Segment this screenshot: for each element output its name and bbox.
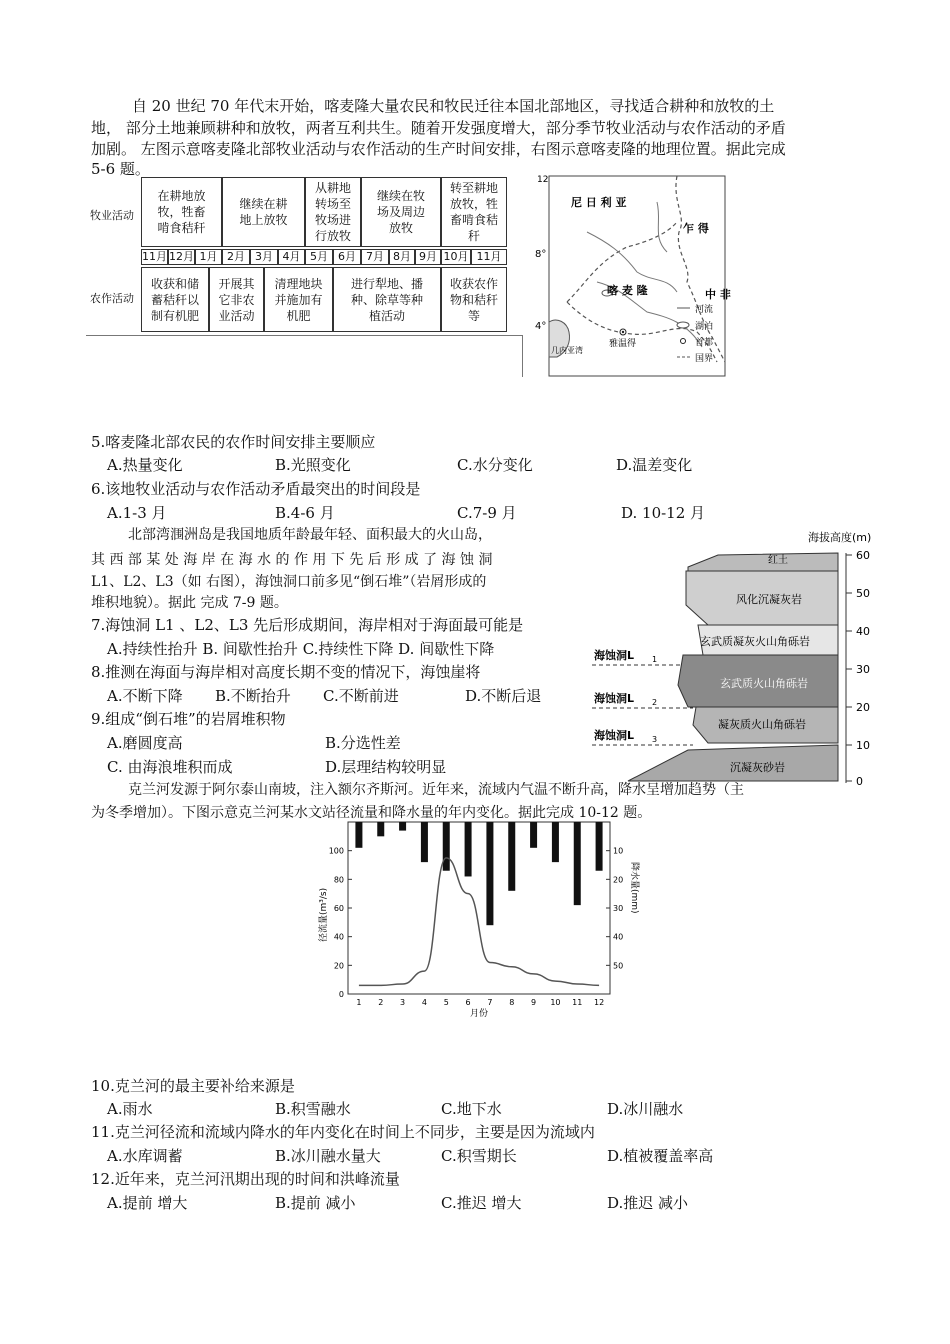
- q10-option-d[interactable]: D.冰川融水: [607, 1100, 684, 1118]
- legend-capital-symbol: [681, 339, 686, 344]
- profile-tick: 0: [856, 775, 863, 788]
- layer-label: 红土: [768, 555, 788, 566]
- q5-option-d[interactable]: D.温差变化: [616, 456, 693, 474]
- intro3-line1: 克兰河发源于阿尔泰山南坡，注入额尔齐斯河。近年来，流域内气温不断升高，降水呈增加趋势（主: [128, 782, 744, 798]
- q10-option-c[interactable]: C.地下水: [441, 1100, 502, 1118]
- intro1-line3: 加剧。 左图示意喀麦隆北部牧业活动与农作活动的生产时间安排，右图示意喀麦隆的地理位置。据此完成: [91, 140, 786, 158]
- x-tick-label: 8: [509, 998, 515, 1007]
- q6-option-b[interactable]: B.4-6 月: [275, 504, 335, 522]
- q12-option-b[interactable]: B.提前 减小: [275, 1194, 356, 1212]
- herding-cell: 继续在牧 场及周边 放牧: [361, 177, 441, 247]
- month-cell: 1月: [195, 249, 222, 265]
- x-tick-label: 11: [572, 998, 583, 1007]
- q11-option-b[interactable]: B.冰川融水量大: [275, 1147, 381, 1165]
- precip-bar: [355, 822, 362, 848]
- month-cell: 7月: [361, 249, 389, 265]
- layer-red-soil: [688, 553, 838, 571]
- farming-row-label: 农作活动: [90, 292, 134, 305]
- precip-bar: [574, 822, 581, 905]
- right-tick-label: 20: [613, 875, 624, 885]
- legend-border-label: 国界: [695, 354, 714, 364]
- precip-bar: [465, 822, 472, 876]
- cave-l2: [592, 691, 693, 708]
- left-tick-label: 0: [338, 990, 344, 999]
- layer-label: 沉凝灰砂岩: [730, 761, 785, 774]
- farming-cell: 进行犁地、播 种、除草等种 植活动: [333, 267, 441, 332]
- q5-stem: 5.喀麦隆北部农民的农作时间安排主要顺应: [91, 433, 376, 451]
- cave-subscript: 1: [652, 655, 658, 664]
- x-tick-label: 1: [356, 998, 362, 1007]
- month-cell: 5月: [305, 249, 333, 265]
- x-tick-label: 6: [465, 998, 471, 1007]
- q5-option-b[interactable]: B.光照变化: [275, 456, 351, 474]
- legend-capital-label: 首都: [695, 338, 714, 348]
- q12-option-d[interactable]: D.推迟 减小: [607, 1194, 689, 1212]
- farming-cell: 收获和储 蓄秸秆以 制有机肥: [141, 267, 209, 332]
- precip-bar: [596, 822, 603, 871]
- profile-tick: 40: [856, 625, 870, 638]
- herding-cell: 转至耕地 放牧，牲 畜啃食秸 秆: [441, 177, 507, 247]
- month-cell: 11月: [142, 250, 167, 263]
- q5-option-a[interactable]: A.热量变化: [107, 456, 183, 474]
- month-cell: 2月: [222, 249, 250, 265]
- precip-bar: [399, 822, 406, 831]
- car-label: 中 非: [705, 288, 731, 301]
- intro1-line1: 自 20 世纪 70 年代末开始，喀麦隆大量农民和牧民迁往本国北部地区，寻找适合耕种和放牧的土: [132, 97, 775, 115]
- gulf-label: 几内亚湾: [551, 346, 583, 355]
- x-tick-label: 4: [421, 998, 427, 1007]
- q8-stem: 8.推测在海面与海岸相对高度长期不变的情况下，海蚀崖将: [91, 663, 481, 681]
- month-cell: 12月: [169, 250, 194, 263]
- precip-bar: [552, 822, 559, 862]
- legend-lake-symbol: [677, 322, 689, 328]
- q10-stem: 10.克兰河的最主要补给来源是: [91, 1077, 295, 1095]
- capital-marker-dot: [622, 331, 624, 333]
- month-cell: 11月: [471, 249, 507, 265]
- intro1-line4: 5-6 题。: [91, 160, 150, 178]
- right-tick-label: 50: [613, 961, 624, 971]
- herding-row-label: 牧业活动: [90, 209, 134, 222]
- month-cell: 3月: [250, 249, 278, 265]
- legend-lake-label: 湖泊: [695, 322, 714, 332]
- q11-option-c[interactable]: C.积雪期长: [441, 1147, 517, 1165]
- profile-tick: 10: [856, 739, 870, 752]
- figure-rule: [86, 335, 522, 336]
- x-tick-label: 12: [593, 998, 605, 1007]
- cave-subscript: 3: [652, 735, 658, 744]
- intro2-line2: 其 西 部 某 处 海 岸 在 海 水 的 作 用 下 先 后 形 成 了 海 蚀 洞: [91, 552, 493, 568]
- q11-option-d[interactable]: D.植被覆盖率高: [607, 1147, 714, 1165]
- herding-cell: 从耕地 转场至 牧场进 行放牧: [305, 177, 361, 247]
- precip-bar: [377, 822, 384, 836]
- intro2-line1: 北部湾涠洲岛是我国地质年龄最年轻、面积最大的火山岛，: [128, 527, 492, 543]
- profile-tick: 60: [856, 549, 870, 562]
- precip-bar: [508, 822, 515, 891]
- month-cell: 4月: [278, 249, 305, 265]
- legend-river-label: 河流: [695, 305, 714, 315]
- layer-label: 玄武质凝灰火山角砾岩: [700, 635, 810, 648]
- capital-label: 雅温得: [609, 339, 637, 349]
- q7-stem: 7.海蚀洞 L1 、L2、L3 先后形成期间，海岸相对于海面最可能是: [91, 616, 524, 634]
- lat-label-4: 4°: [535, 321, 547, 332]
- month-cell: 8月: [389, 249, 415, 265]
- x-tick-label: 2: [378, 998, 384, 1007]
- left-tick-label: 60: [333, 904, 344, 913]
- x-tick-label: 10: [550, 998, 561, 1007]
- q9-option-c[interactable]: C. 由海浪堆积而成: [107, 758, 233, 776]
- precip-bar: [443, 822, 450, 871]
- q12-option-a[interactable]: A.提前 增大: [107, 1194, 188, 1212]
- x-tick-label: 3: [400, 998, 406, 1007]
- q11-stem: 11.克兰河径流和流域内降水的年内变化在时间上不同步，主要是因为流域内: [91, 1123, 595, 1141]
- left-tick-label: 40: [333, 932, 344, 942]
- x-tick-label: 5: [443, 998, 449, 1007]
- precip-bar: [486, 822, 493, 925]
- layer-label: 凝灰质火山角砾岩: [718, 718, 806, 731]
- q5-option-c[interactable]: C.水分变化: [457, 456, 533, 474]
- cave-label: 海蚀洞L: [594, 729, 635, 742]
- lat-label-12: 12: [537, 175, 549, 185]
- q10-option-a[interactable]: A.雨水: [107, 1100, 153, 1118]
- chad-label: 乍 得: [683, 222, 709, 235]
- nigeria-label: 尼 日 利 亚: [571, 196, 627, 209]
- cave-label: 海蚀洞L: [594, 692, 635, 705]
- plot-frame: [348, 822, 610, 994]
- month-cell: 9月: [415, 249, 441, 265]
- q8-option-a[interactable]: A.不断下降: [107, 687, 183, 705]
- q6-stem: 6.该地牧业活动与农作活动矛盾最突出的时间段是: [91, 480, 421, 498]
- runoff-line: [359, 858, 599, 986]
- q9-option-a[interactable]: A.磨圆度高: [107, 734, 183, 752]
- lat-label-8: 8°: [535, 249, 547, 260]
- right-tick-label: 30: [613, 904, 624, 913]
- q8-option-d[interactable]: D.不断后退: [465, 687, 542, 705]
- x-tick-label: 7: [487, 998, 493, 1007]
- profile-tick: 50: [856, 587, 870, 600]
- intro2-line3: L1、L2、L3（如 右图），海蚀洞口前多见“倒石堆”（岩屑形成的: [91, 574, 487, 590]
- q9-option-b[interactable]: B.分选性差: [325, 734, 401, 752]
- left-tick-label: 20: [333, 961, 344, 971]
- layer-label: 玄武质火山角砾岩: [720, 677, 808, 690]
- coastal-profile: [588, 525, 888, 787]
- left-tick-label: 100: [328, 846, 344, 856]
- left-tick-label: 80: [333, 875, 344, 885]
- farming-cell: 开展其 它非农 业活动: [209, 267, 264, 332]
- y-axis-left-label: 径流量(m³/s): [319, 887, 329, 942]
- right-tick-label: 10: [613, 846, 624, 856]
- q9-stem: 9.组成“倒石堆”的岩屑堆积物: [91, 710, 286, 728]
- intro2-line4: 堆积地貌）。据此 完成 7-9 题。: [91, 595, 288, 611]
- q9-option-d[interactable]: D.层理结构较明显: [325, 758, 447, 776]
- q6-option-d[interactable]: D. 10-12 月: [621, 504, 706, 522]
- cave-l3: [592, 728, 693, 745]
- precip-bar: [530, 822, 537, 848]
- farming-cell: 收获农作 物和秸秆 等: [441, 267, 507, 332]
- runoff-precip-chart: [318, 822, 640, 1022]
- profile-tick: 30: [856, 663, 870, 676]
- activity-calendar: [86, 177, 524, 377]
- right-tick-label: 40: [613, 932, 624, 942]
- figure-rule: [522, 335, 523, 377]
- x-tick-label: 9: [531, 998, 537, 1007]
- herding-cell: 继续在耕 地上放牧: [222, 177, 305, 247]
- intro3-line2: 为冬季增加）。下图示意克兰河某水文站径流量和降水量的年内变化。据此完成 10-12 题。: [91, 805, 652, 821]
- cameroon-label: 喀 麦 隆: [607, 284, 648, 297]
- intro1-line2: 地， 部分土地兼顾耕种和放牧，两者互利共生。随着开发强度增大，部分季节牧业活动与农作活动的矛盾: [91, 119, 786, 137]
- profile-axis-title: 海拔高度(m): [808, 531, 872, 544]
- q8-option-b[interactable]: B.不断抬升: [215, 687, 291, 705]
- q12-option-c[interactable]: C.推迟 增大: [441, 1194, 522, 1212]
- herding-cell: 在耕地放 牧，牲畜 啃食秸秆: [141, 177, 222, 247]
- month-cell: 6月: [333, 249, 361, 265]
- q6-option-a[interactable]: A.1-3 月: [107, 504, 167, 522]
- profile-ticks: [846, 549, 870, 788]
- cameroon-map: [527, 172, 731, 380]
- cave-label: 海蚀洞L: [594, 649, 635, 662]
- q12-stem: 12.近年来，克兰河汛期出现的时间和洪峰流量: [91, 1170, 400, 1188]
- q10-option-b[interactable]: B.积雪融水: [275, 1100, 351, 1118]
- q11-option-a[interactable]: A.水库调蓄: [107, 1147, 183, 1165]
- q8-option-c[interactable]: C.不断前进: [323, 687, 399, 705]
- cave-subscript: 2: [652, 698, 658, 707]
- month-cell: 10月: [441, 249, 471, 265]
- q6-option-c[interactable]: C.7-9 月: [457, 504, 517, 522]
- q7-options[interactable]: A.持续性抬升 B. 间歇性抬升 C.持续性下降 D. 间歇性下降: [107, 640, 495, 658]
- precip-bar: [421, 822, 428, 862]
- x-axis-label: 月份: [470, 1009, 489, 1019]
- farming-cell: 清理地块 并施加有 机肥: [264, 267, 333, 332]
- layer-label: 风化沉凝灰岩: [736, 593, 802, 606]
- profile-tick: 20: [856, 701, 870, 714]
- cave-l1: [592, 648, 683, 665]
- y-axis-right-label: 降水量(mm): [629, 862, 639, 914]
